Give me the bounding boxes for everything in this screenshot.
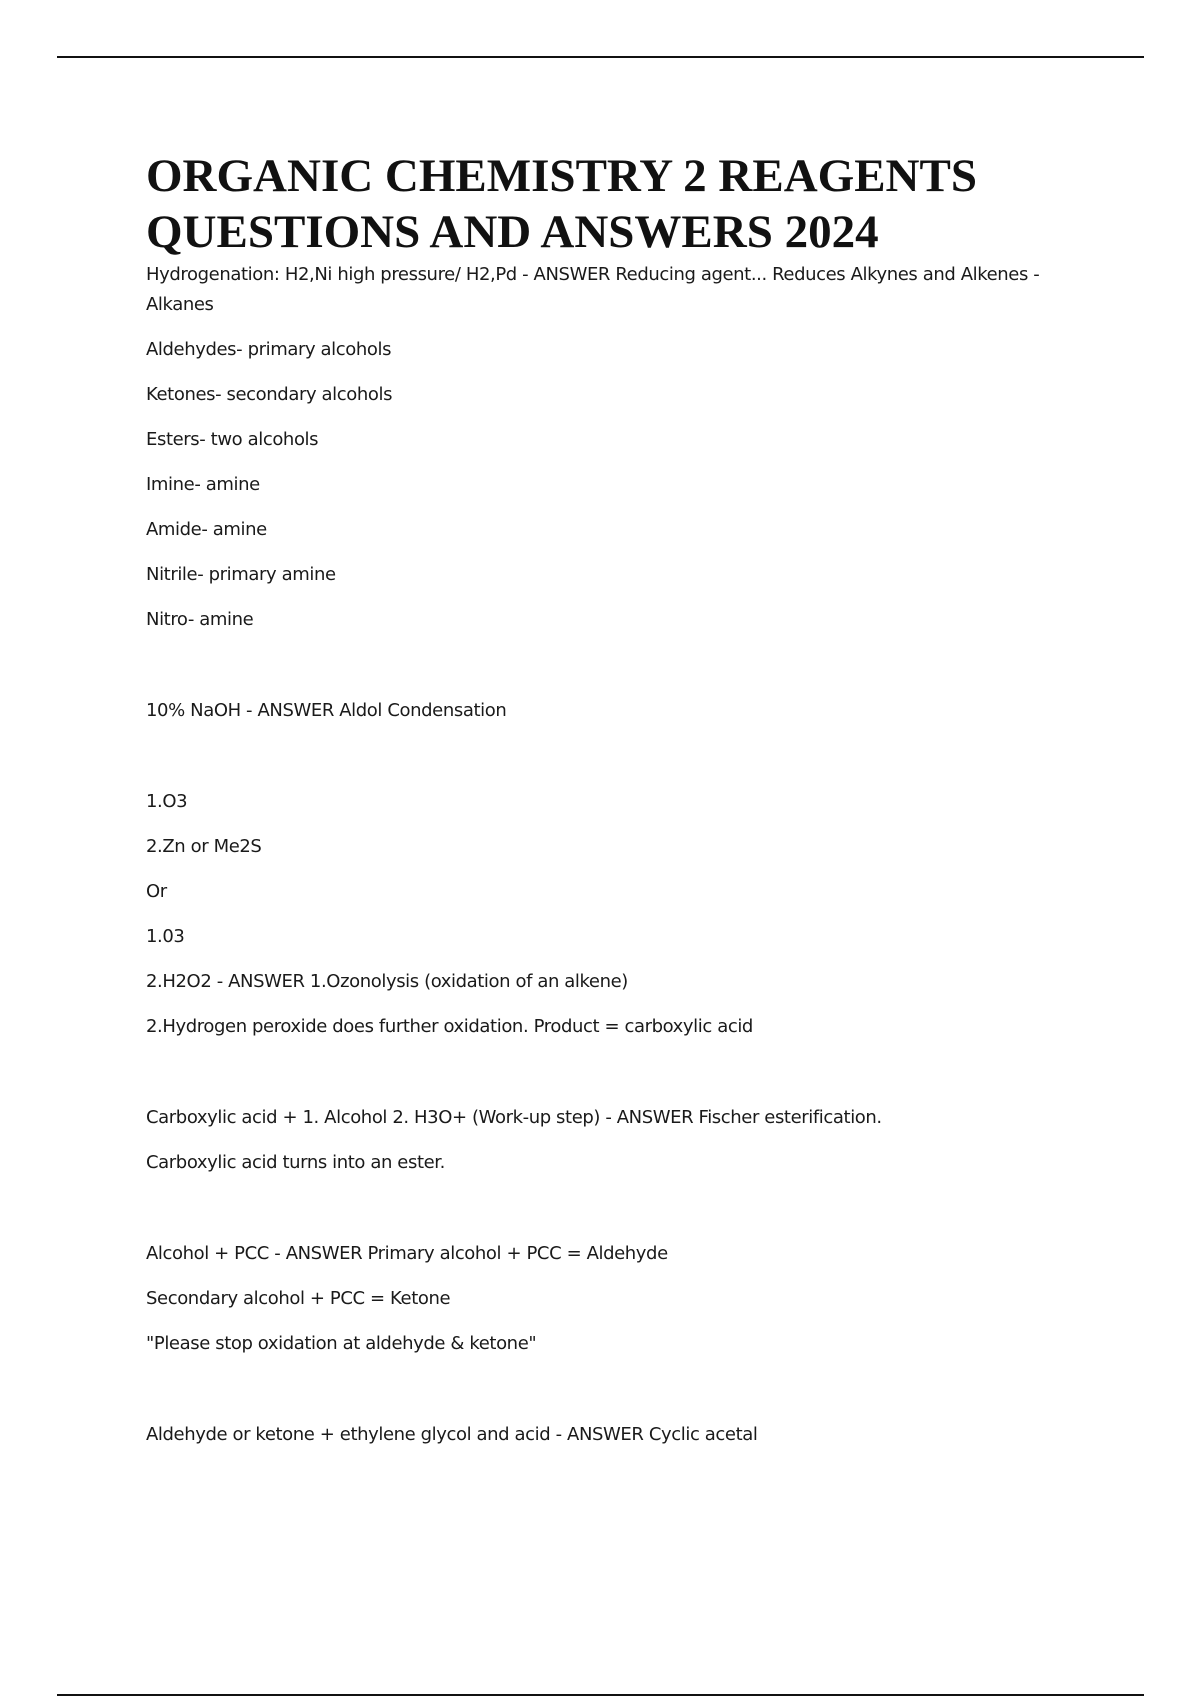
pcc-answer-2: Secondary alcohol + PCC = Ketone [146,1288,451,1309]
pcc-answer-3: "Please stop oxidation at aldehyde & ketone" [146,1333,537,1354]
document-body [146,148,1096,1450]
title-line-2: QUESTIONS AND ANSWERS 2024 [146,206,879,258]
ozonolysis-answer: 2.H2O2 - ANSWER 1.Ozonolysis (oxidation of an alkene) [146,971,628,992]
amide-line: Amide- amine [146,519,267,540]
nitrile-line: Nitrile- primary amine [146,564,336,585]
pcc-answer: Alcohol + PCC - ANSWER Primary alcohol + PCC = Aldehyde [146,1243,668,1264]
acetal-answer: Aldehyde or ketone + ethylene glycol and acid - ANSWER Cyclic acetal [146,1424,758,1445]
ozonolysis-or: Or [146,881,167,902]
hydrogenation-answer: Hydrogenation: H2,Ni high pressure/ H2,Pd - ANSWER Reducing agent... Reduces Alkynes and Alkenes - Alkanes [146,264,1045,315]
title-line-1: ORGANIC CHEMISTRY 2 REAGENTS [146,150,977,202]
header-rule [57,56,1144,58]
imine-line: Imine- amine [146,474,260,495]
ozonolysis-answer-2: 2.Hydrogen peroxide does further oxidation. Product = carboxylic acid [146,1016,753,1037]
aldehydes-line: Aldehydes- primary alcohols [146,339,392,360]
nitro-line: Nitro- amine [146,609,254,630]
fischer-answer: Carboxylic acid + 1. Alcohol 2. H3O+ (Work-up step) - ANSWER Fischer esterification. [146,1107,882,1128]
document-title [146,148,1096,260]
footer-rule [57,1694,1144,1696]
ozonolysis-step-1: 1.O3 [146,791,188,812]
ketones-line: Ketones- secondary alcohols [146,384,393,405]
naoh-answer: 10% NaOH - ANSWER Aldol Condensation [146,700,507,721]
esters-line: Esters- two alcohols [146,429,319,450]
fischer-answer-2: Carboxylic acid turns into an ester. [146,1152,445,1173]
ozonolysis-alt-step-1: 1.03 [146,926,185,947]
ozonolysis-step-2: 2.Zn or Me2S [146,836,262,857]
